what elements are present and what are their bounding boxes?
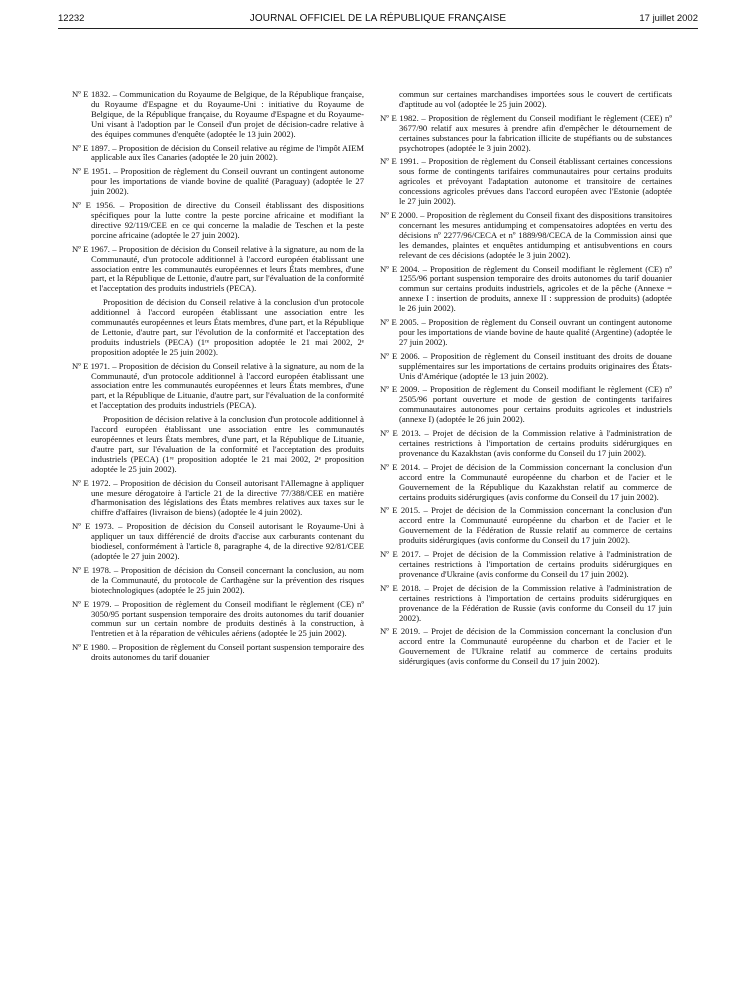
entry-text: – Proposition de décision du Conseil concernant la conclusion, au nom de la Communauté, du protocole de Carthagène sur la prévention des risques biotechnologiques (adoptée le 25 juin 2002). — [91, 564, 364, 595]
sub-paragraph: Proposition de décision relative à la conclusion d'un protocole additionnel à l'accord européen établissant une association entre les communautés européennes et leurs États membres, d'une part, et la République de Lituanie, d'autre part, sur l'évaluation de la conformité et l'acceptation des produits industriels (PECA) (1ʳᵉ proposition adoptée le 21 mai 2002, 2ᵉ proposition adoptée le 25 juin 2002). — [91, 414, 364, 474]
entry-number: Nº E 1980. — [72, 642, 110, 653]
entry-text: – Proposition de règlement du Conseil modifiant le règlement (CEE) nº 3677/90 relatif aux mesures à prendre afin d'empêcher le détournement de certaines substances pour la fabrication illicite de stupéfiants ou de substances psychotropes (adoptée le 3 juin 2002). — [399, 112, 672, 153]
entry-text: – Proposition de règlement du Conseil ouvrant un contingent autonome pour les importations de viande bovine de qualité (Paraguay) (adoptée le 27 juin 2002). — [91, 166, 364, 197]
continued-text: commun sur certaines marchandises importées sous le couvert de certificats d'aptitude au vol (adoptée le 25 juin 2002). — [399, 89, 672, 109]
entry-number: Nº E 2015. — [380, 505, 421, 516]
entry-text: – Proposition de décision du Conseil relative à la signature, au nom de la Communauté, d'un protocole additionnel à l'accord européen établissant une association entre les communautés européennes et leurs États membres, d'une part, et la République de Lettonie, d'autre part, sur l'évaluation de la conformité et l'acceptation des produits industriels (PECA). — [91, 243, 364, 294]
page-number: 12232 — [58, 13, 85, 24]
entry-text: – Proposition de décision du Conseil autorisant l'Allemagne à appliquer une mesure dérogatoire à l'article 21 de la directive 77/388/CEE en matière d'harmonisation des législations des États membres relatives aux taxes sur le chiffre d'affaires (livraison de biens) (adoptée le 4 juin 2002). — [91, 477, 364, 518]
entry-text: – Projet de décision de la Commission relative à l'administration de certaines restrictions à l'importation de certains produits sidérurgiques en provenance de la Fédération de Russie (avis conforme du Conseil du 17 juin 2002). — [399, 582, 672, 623]
entry-number: Nº E 2017. — [380, 549, 421, 560]
entry-number: Nº E 1897. — [72, 142, 110, 153]
entry-text: – Projet de décision de la Commission relative à l'administration de certaines restrictions à l'importation de certains produits sidérurgiques en provenance du Kazakhstan (avis conforme du Conseil du 17 juin 2002). — [399, 428, 672, 458]
entry-number: Nº E 1971. — [72, 360, 110, 371]
list-item — [380, 352, 672, 382]
entry-text: – Proposition de règlement du Conseil fixant des dispositions transitoires concernant les mesures antidumping et compensatoires adoptées en vertu des décisions nº 2277/96/CECA et nº 1889/98/CECA de la Commission ainsi que les demandes, plaintes et enquêtes antidumping et antisubventions en cours relevant de ces décisions (adoptée le 3 juin 2002). — [399, 209, 673, 260]
left-column — [72, 90, 364, 667]
entry-text: – Proposition de règlement du Conseil modifiant le règlement (CE) nº 2505/96 portant ouverture et mode de gestion de contingents tarifaires communautaires autonomes pour certains produits agricoles et industriels (annexe I) (adoptée le 26 juin 2002). — [399, 384, 672, 425]
list-item — [380, 627, 672, 667]
list-item — [380, 157, 672, 207]
entry-text: – Proposition de décision du Conseil autorisant le Royaume-Uni à appliquer un taux différencié de droits d'accise aux carburants contenant du biodiesel, conformément à l'article 8, paragraphe 4, de la directive 92/81/CEE (adoptée le 27 juin 2002). — [91, 521, 364, 561]
list-item — [72, 362, 364, 412]
entry-number: Nº E 2000. — [380, 209, 418, 220]
entry-text: – Projet de décision de la Commission concernant la conclusion d'un accord entre la Communauté européenne du charbon et de l'acier et le Gouvernement de l'Ukraine relatif au commerce de certains produits sidérurgiques (avis conforme du Conseil du 17 juin 2002). — [399, 626, 672, 667]
list-item — [72, 479, 364, 519]
list-item — [72, 566, 364, 596]
entry-text: – Proposition de règlement du Conseil modifiant le règlement (CE) nº 3050/95 portant suspension temporaire des droits autonomes du tarif douanier commun sur un certain nombre de produits destinés à la construction, à l'entretien et à la réparation de véhicules aériens (adoptée le 25 juin 2002). — [91, 598, 364, 639]
right-column — [380, 90, 672, 671]
entry-number: Nº E 1978. — [72, 564, 112, 575]
entry-number: Nº E 1967. — [72, 243, 110, 254]
entry-text: – Projet de décision de la Commission concernant la conclusion d'un accord entre la Communauté européenne du charbon et de l'acier et le Gouvernement de la République du Kazakhstan relatif au commerce de certains produits sidérurgiques (avis conforme du Conseil du 17 juin 2002). — [399, 461, 672, 502]
entry-text: – Proposition de décision du Conseil relative au régime de l'impôt AIEM applicable aux îles Canaries (adoptée le 20 juin 2002). — [91, 142, 364, 163]
entry-number: Nº E 2014. — [380, 461, 421, 472]
list-item — [380, 318, 672, 348]
entry-number: Nº E 2004. — [380, 263, 420, 274]
entry-number: Nº E 1973. — [72, 521, 114, 532]
entry-text: – Projet de décision de la Commission concernant la conclusion d'un accord entre la Communauté européenne du charbon et de l'acier et le Gouvernement de la Fédération de Russie relatif au commerce de certains produits sidérurgiques (avis conforme du Conseil du 17 juin 2002). — [399, 505, 672, 546]
entry-text: – Proposition de règlement du Conseil ouvrant un contingent autonome pour les importations de viande bovine de haute qualité (Argentine) (adoptée le 27 juin 2002). — [399, 317, 672, 347]
entry-text: – Projet de décision de la Commission relative à l'administration de certaines restrictions à l'importation de certains produits sidérurgiques en provenance d'Ukraine (avis conforme du Conseil du 17 juin 2002). — [399, 549, 672, 579]
entry-number: Nº E 1979. — [72, 598, 112, 609]
entry-number: Nº E 2009. — [380, 384, 420, 395]
list-item — [72, 600, 364, 640]
entry-number: Nº E 2005. — [380, 317, 419, 328]
entry-number: Nº E 2013. — [380, 428, 421, 439]
entry-number: Nº E 1972. — [72, 477, 111, 488]
header-rule — [58, 28, 698, 29]
list-item — [380, 385, 672, 425]
entry-text: – Proposition de directive du Conseil établissant des dispositions spécifiques pour la lutte contre la peste porcine africaine et modifiant la directive 92/119/CEE en ce qui concerne la maladie de Teschen et la peste porcine africaine (adoptée le 27 juin 2002). — [91, 200, 364, 240]
list-item — [72, 201, 364, 241]
list-item — [380, 463, 672, 503]
entry-number: Nº E 1951. — [72, 166, 111, 177]
list-item — [380, 584, 672, 624]
entry-number: Nº E 2018. — [380, 582, 421, 593]
list-item — [72, 643, 364, 663]
issue-date: 17 juillet 2002 — [639, 13, 698, 24]
list-item — [380, 506, 672, 546]
list-item — [72, 90, 364, 140]
entry-number: Nº E 1982. — [380, 112, 419, 123]
list-item — [72, 245, 364, 295]
list-item — [380, 429, 672, 459]
entry-number: Nº E 2006. — [380, 350, 420, 361]
entry-text: – Proposition de règlement du Conseil établissant certaines concessions sous forme de contingents tarifaires communautaires pour certains produits agricoles et prévoyant l'adaptation autonome et transitoire de certaines concessions agricoles prévues dans l'accord européen avec l'Estonie (adoptée le 27 juin 2002). — [399, 156, 672, 207]
entry-number: Nº E 1956. — [72, 200, 116, 211]
entry-text: – Proposition de règlement du Conseil modifiant le règlement (CE) nº 1255/96 portant suspension temporaire des droits autonomes du tarif douanier commun sur certains produits industriels, agricoles et de la pêche (Annexe = annexe I : insertion de produits, annexe II : suppression de produits) (adoptée le 26 juin 2002). — [399, 263, 672, 314]
entry-number: Nº E 2019. — [380, 626, 421, 637]
entry-text: – Proposition de décision du Conseil relative à la signature, au nom de la Communauté, d'un protocole additionnel à l'accord européen établissant une association entre les communautés européennes et leurs États membres, d'une part, et la République de Lituanie, d'autre part, sur l'évaluation de la conformité et l'acceptation des produits industriels (PECA). — [91, 360, 364, 411]
entry-text: – Proposition de règlement du Conseil instituant des droits de douane supplémentaires sur les importations de certains produits originaires des États-Unis d'Amérique (adoptée le 13 juin 2002). — [399, 350, 672, 381]
list-item — [380, 211, 672, 261]
entry-number: Nº E 1832. — [72, 89, 111, 99]
journal-title: JOURNAL OFFICIEL DE LA RÉPUBLIQUE FRANÇAISE — [249, 13, 507, 24]
list-item — [380, 550, 672, 580]
entry-number: Nº E 1991. — [380, 156, 419, 167]
sub-paragraph: Proposition de décision du Conseil relative à la conclusion d'un protocole additionnel à l'accord européen établissant une association entre les communautés européennes et leurs États membres, d'une part, et la République de Lettonie, d'autre part, sur l'évolution de la conformité et l'acceptation des produits industriels (PECA) (1ʳᵉ proposition adoptée le 21 mai 2002, 2ᵉ proposition adoptée le 25 juin 2002). — [91, 297, 364, 357]
page-header — [58, 13, 698, 29]
list-item — [72, 522, 364, 562]
list-item — [72, 167, 364, 197]
entry-text: – Proposition de règlement du Conseil portant suspension temporaire des droits autonomes du tarif douanier — [91, 642, 364, 663]
entry-text: – Communication du Royaume de Belgique, de la République française, du Royaume d'Espagne et du Royaume-Uni : initiative du Royaume de Belgique, de la République française, du Royaume d'Espagne et du Royaume-Uni visant à l'adoption par le Conseil d'un projet de décision-cadre relative à des équipes communes d'enquête (adoptée le 13 juin 2002). — [91, 89, 364, 139]
list-item — [380, 265, 672, 315]
list-item — [72, 144, 364, 164]
list-item — [380, 114, 672, 154]
